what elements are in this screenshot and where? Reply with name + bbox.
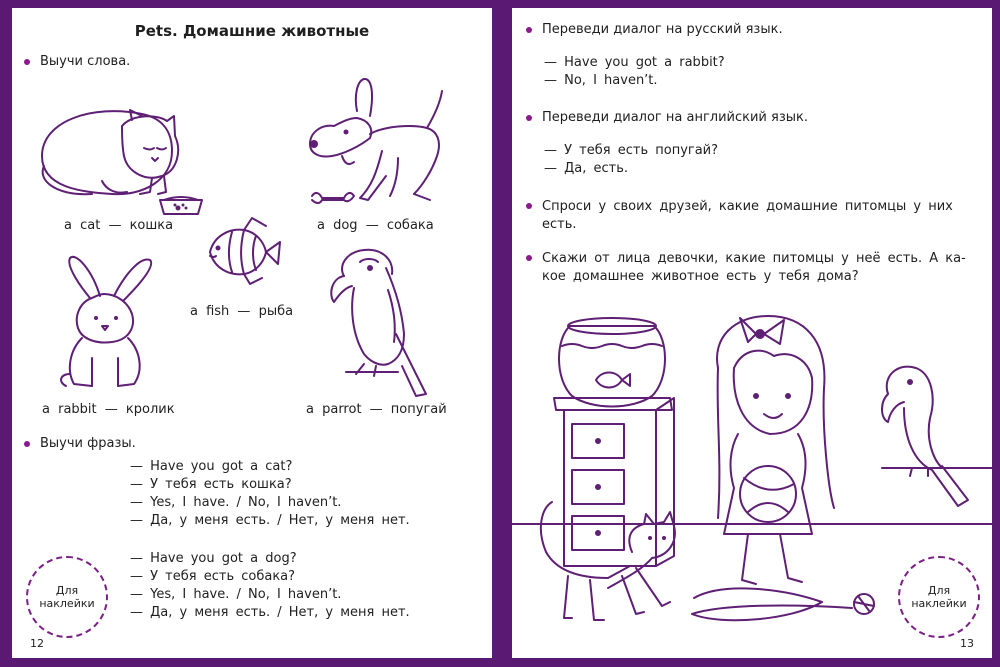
bullet-dot [526,203,532,209]
dialog-line: — Have you got a rabbit? [544,55,725,70]
phrase-line: — Да, у меня есть. / Нет, у меня нет. [130,513,410,528]
left-page [12,8,492,658]
task-text: Скажи от лица девочки, какие питомцы у неё есть. А ка- [542,251,966,266]
bullet-dot [526,115,532,121]
fish-illustration [204,216,284,286]
page-number: 12 [30,637,44,650]
task-text: Переведи диалог на русский язык. [542,22,783,37]
word-rabbit: a rabbit — кролик [42,402,175,417]
bullet-dot [24,441,30,447]
learn-phrases-instruction [24,436,136,451]
phrase-block-cat [130,458,410,530]
learn-words-label: Выучи слова. [40,54,131,69]
cat-icon [541,502,552,552]
page-number: 13 [960,637,974,650]
word-fish: a fish — рыба [190,304,294,319]
dialog-2 [544,142,718,178]
task-text: Спроси у своих друзей, какие домашние питомцы у них [542,199,953,214]
page-title: Pets. Домашние животные [134,22,370,40]
task-text: есть. [542,217,577,232]
dog-illustration [302,76,462,216]
phrase-block-dog [130,550,410,622]
cabinet-icon [564,410,656,566]
phrase-line: — Have you got a dog? [130,551,297,566]
phrase-line: — У тебя есть собака? [130,569,296,584]
bullet-dot [526,255,532,261]
dialog-line: — No, I haven’t. [544,73,658,88]
sticker-label: наклейки [39,597,95,610]
phrase-line: — Have you got a cat? [130,459,293,474]
dialog-line: — Да, есть. [544,161,629,176]
girl-icon [717,316,834,508]
cat-illustration [32,96,222,221]
learn-phrases-label: Выучи фразы. [40,436,136,451]
task-translate-to-russian [526,22,783,37]
bullet-dot [24,59,30,65]
fishbowl-icon [559,326,665,407]
parrot-illustration [324,246,454,406]
bullet-dot [526,27,532,33]
dialog-1 [544,54,725,90]
task-ask-friends [526,198,953,234]
word-dog: a dog — собака [317,218,434,233]
sticker-placeholder [26,556,108,638]
rabbit-illustration [52,246,162,396]
word-parrot: a parrot — попугай [306,402,447,417]
sticker-label: Для [55,584,79,597]
sticker-label: Для [927,584,951,597]
task-speak-as-girl [526,250,966,286]
learn-words-instruction [24,54,130,69]
dialog-line: — У тебя есть попугай? [544,143,719,158]
phrase-line: — У тебя есть кошка? [130,477,292,492]
task-text: Переведи диалог на английский язык. [542,110,808,125]
phrase-line: — Да, у меня есть. / Нет, у меня нет. [130,605,410,620]
sticker-placeholder [898,556,980,638]
sticker-label: наклейки [911,597,967,610]
phrase-line: — Yes, I have. / No, I haven’t. [130,587,342,602]
right-page [512,8,992,658]
word-cat: a cat — кошка [64,218,174,233]
task-translate-to-english [526,110,808,125]
phrase-line: — Yes, I have. / No, I haven’t. [130,495,342,510]
task-text: кое домашнее животное есть у тебя дома? [542,269,859,284]
